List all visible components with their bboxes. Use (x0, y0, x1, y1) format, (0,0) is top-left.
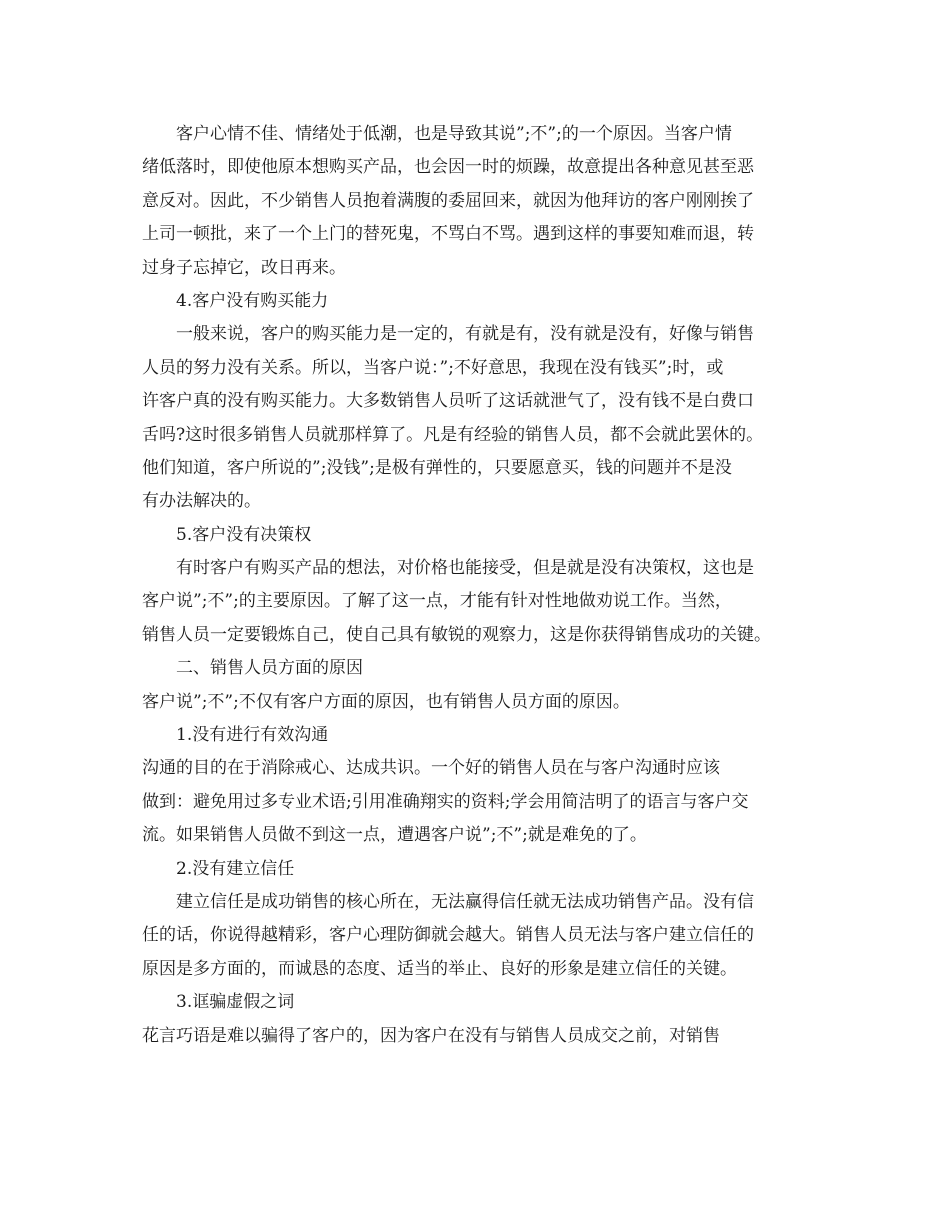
paragraph-line: 销售人员一定要锻炼自己，使自己具有敏锐的观察力，这是你获得销售成功的关键。 (142, 624, 771, 645)
document-page (142, 118, 822, 1053)
paragraph-line: 建立信任是成功销售的核心所在，无法赢得信任就无法成功销售产品。没有信 (176, 891, 754, 912)
paragraph-line: 他们知道，客户所说的”;没钱”;是极有弹性的，只要愿意买，钱的问题并不是没 (142, 457, 732, 478)
section-heading: 3.诓骗虚假之词 (176, 992, 295, 1013)
paragraph-line: 人员的努力没有关系。所以，当客户说：”;不好意思，我现在没有钱买”;时，或 (142, 357, 724, 378)
paragraph-line: 许客户真的没有购买能力。大多数销售人员听了这话就泄气了，没有钱不是白费口 (142, 391, 754, 412)
paragraph-line: 上司一顿批，来了一个上门的替死鬼，不骂白不骂。遇到这样的事要知难而退，转 (142, 224, 754, 245)
paragraph-line: 一般来说，客户的购买能力是一定的，有就是有，没有就是没有，好像与销售 (176, 324, 754, 345)
section-heading: 2.没有建立信任 (176, 858, 295, 879)
paragraph-line: 客户说”;不”;的主要原因。了解了这一点，才能有针对性地做劝说工作。当然， (142, 591, 732, 612)
paragraph-line: 做到：避免用过多专业术语;引用准确翔实的资料;学会用简洁明了的语言与客户交 (142, 791, 749, 812)
paragraph-line: 花言巧语是难以骗得了客户的，因为客户在没有与销售人员成交之前，对销售 (142, 1025, 720, 1046)
paragraph-line: 流。如果销售人员做不到这一点，遭遇客户说”;不”;就是难免的了。 (142, 825, 647, 846)
section-heading: 5.客户没有决策权 (176, 524, 312, 545)
paragraph-line: 绪低落时，即使他原本想购买产品，也会因一时的烦躁，故意提出各种意见甚至恶 (142, 157, 754, 178)
section-heading: 二、销售人员方面的原因 (176, 658, 363, 679)
paragraph-line: 客户心情不佳、情绪处于低潮，也是导致其说”;不”;的一个原因。当客户情 (176, 124, 732, 144)
paragraph-line: 有办法解决的。 (142, 491, 261, 512)
paragraph-line: 沟通的目的在于消除戒心、达成共识。一个好的销售人员在与客户沟通时应该 (142, 758, 720, 779)
paragraph-line: 过身子忘掉它，改日再来。 (142, 257, 346, 278)
paragraph-line: 舌吗?这时很多销售人员就那样算了。凡是有经验的销售人员，都不会就此罢休的。 (142, 424, 764, 445)
paragraph-line: 有时客户有购买产品的想法，对价格也能接受，但是就是没有决策权，这也是 (176, 558, 754, 579)
paragraph-line: 原因是多方面的，而诚恳的态度、适当的举止、良好的形象是建立信任的关键。 (142, 958, 737, 979)
paragraph-line: 客户说”;不”;不仅有客户方面的原因，也有销售人员方面的原因。 (142, 691, 630, 712)
paragraph-line: 任的话，你说得越精彩，客户心理防御就会越大。销售人员无法与客户建立信任的 (142, 925, 754, 946)
section-heading: 1.没有进行有效沟通 (176, 725, 329, 746)
paragraph-line: 意反对。因此，不少销售人员抱着满腹的委屈回来，就因为他拜访的客户刚刚挨了 (142, 190, 754, 211)
section-heading: 4.客户没有购买能力 (176, 290, 329, 311)
